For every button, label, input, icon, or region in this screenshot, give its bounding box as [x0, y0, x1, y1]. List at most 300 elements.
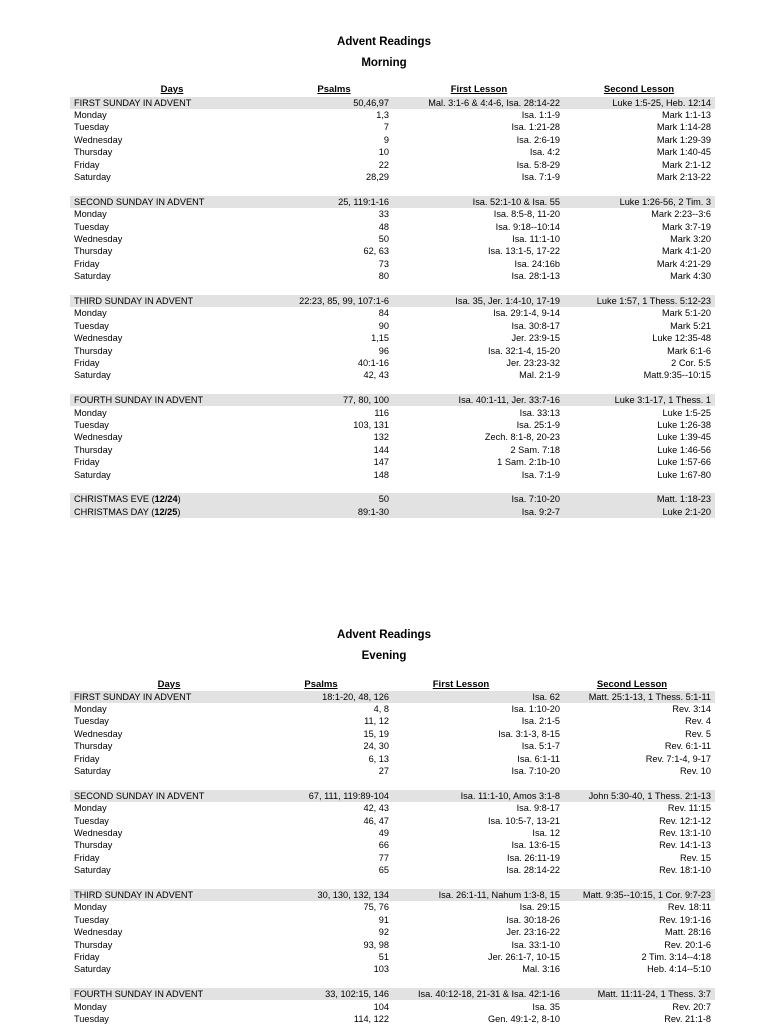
day-label: Tuesday [74, 815, 109, 826]
second-lesson-cell: Mark 3:7-19 [661, 221, 711, 232]
table-row [70, 121, 715, 133]
day-cell [74, 419, 109, 431]
day-label: Friday [74, 357, 100, 368]
first-lesson-cell: Isa. 13:6-15 [511, 840, 560, 851]
psalms-cell: 90 [378, 320, 389, 331]
psalms-cell: 62, 63 [363, 246, 389, 257]
second-lesson-cell: John 5:30-40, 1 Thess. 2:1-13 [588, 790, 711, 801]
second-lesson-cell: 2 Tim. 3:14--4:18 [641, 951, 711, 962]
day-cell [74, 270, 111, 282]
first-lesson-cell: Isa. 52:1-10 & Isa. 55 [472, 196, 560, 207]
table-row [70, 196, 715, 208]
table-row [70, 988, 715, 1000]
table-row [70, 407, 715, 419]
second-lesson-cell: Rev. 12:1-12 [659, 815, 711, 826]
psalms-cell: 33, 102:15, 146 [325, 989, 389, 1000]
table-row [70, 97, 715, 109]
day-label: Monday [74, 109, 107, 120]
day-label: Friday [74, 457, 100, 468]
table-row [70, 109, 715, 121]
table-row [70, 345, 715, 357]
second-lesson-cell: Mark 1:29-39 [656, 134, 711, 145]
first-lesson-cell: Isa. 2:6-19 [516, 134, 560, 145]
psalms-cell: 104 [373, 1001, 389, 1012]
second-lesson-cell: Rev. 4 [685, 716, 711, 727]
morning-title: Advent Readings [337, 36, 431, 48]
psalms-cell: 49 [378, 827, 389, 838]
table-row [70, 320, 715, 332]
second-lesson-cell: Matt.9:35--10:15 [643, 370, 711, 381]
day-label: Saturday [74, 469, 111, 480]
day-label: Monday [74, 1001, 107, 1012]
day-label: Friday [74, 951, 100, 962]
second-lesson-cell: Mark 3:20 [670, 233, 711, 244]
day-label: Friday [74, 852, 100, 863]
psalms-cell: 92 [378, 927, 389, 938]
day-cell [74, 715, 109, 727]
first-lesson-cell: Isa. 4:2 [529, 147, 560, 158]
day-label: Friday [74, 159, 100, 170]
table-row [70, 270, 715, 282]
psalms-cell: 22 [378, 159, 389, 170]
day-cell [74, 827, 122, 839]
psalms-cell: 9 [383, 134, 389, 145]
day-cell [74, 171, 111, 183]
second-lesson-cell: Matt. 9:35--10:15, 1 Cor. 9:7-23 [582, 889, 711, 900]
first-lesson-cell: Isa. 29:1-4, 9-14 [493, 308, 560, 319]
day-cell [74, 456, 100, 468]
day-cell [74, 852, 100, 864]
table-row [70, 357, 715, 369]
first-lesson-cell: Jer. 23:23-32 [506, 357, 560, 368]
first-lesson-cell: Isa. 35, Jer. 1:4-10, 17-19 [455, 295, 560, 306]
psalms-cell: 66 [378, 840, 389, 851]
day-label: Saturday [74, 964, 111, 975]
psalms-cell: 22:23, 85, 99, 107:1-6 [299, 295, 389, 306]
second-lesson-cell: Matt. 28:16 [665, 927, 711, 938]
day-label: Tuesday [74, 716, 109, 727]
table-row [70, 852, 715, 864]
psalms-cell: 40:1-16 [357, 357, 389, 368]
second-lesson-cell: Mark 1:1-13 [661, 109, 711, 120]
psalms-cell: 51 [378, 951, 389, 962]
psalms-cell: 91 [378, 914, 389, 925]
second-lesson-cell: Mark 6:1-6 [667, 345, 711, 356]
day-cell [74, 901, 107, 913]
first-lesson-cell: Isa. 62 [532, 691, 560, 702]
first-lesson-cell: Isa. 7:10-20 [511, 494, 560, 505]
psalms-cell: 103 [373, 964, 389, 975]
table-row [70, 258, 715, 270]
psalms-cell: 84 [378, 308, 389, 319]
second-lesson-cell: Rev. 20:7 [672, 1001, 711, 1012]
second-lesson-cell: Luke 12:35-48 [652, 333, 711, 344]
morning-subtitle: Morning [361, 57, 407, 69]
table-row [70, 159, 715, 171]
table-row [70, 703, 715, 715]
table-row [70, 493, 715, 505]
day-label: Monday [74, 803, 107, 814]
psalms-cell: 65 [378, 865, 389, 876]
second-lesson-cell: Luke 1:26-38 [657, 419, 711, 430]
day-label: Wednesday [74, 432, 123, 443]
psalms-cell: 73 [378, 258, 389, 269]
day-cell [74, 307, 107, 319]
first-lesson-cell: Jer. 23:9-15 [511, 333, 560, 344]
second-lesson-cell: Luke 1:57, 1 Thess. 5:12-23 [596, 295, 711, 306]
table-row [70, 728, 715, 740]
first-lesson-cell: Isa. 1:10-20 [511, 703, 560, 714]
first-lesson-cell: Jer. 23:16-22 [506, 927, 560, 938]
table-row [70, 691, 715, 703]
psalms-cell: 1,15 [371, 333, 389, 344]
day-cell [74, 357, 100, 369]
header-second-lesson: Second Lesson [596, 679, 668, 690]
first-lesson-cell: Jer. 26:1-7, 10-15 [487, 951, 560, 962]
table-row [70, 963, 715, 975]
first-lesson-cell: Isa. 9:18--10:14 [495, 221, 560, 232]
day-cell [74, 444, 112, 456]
day-cell [74, 97, 191, 109]
second-lesson-cell: Rev. 15 [680, 852, 711, 863]
day-label: FOURTH SUNDAY IN ADVENT [74, 395, 204, 406]
day-cell [74, 802, 107, 814]
first-lesson-cell: Zech. 8:1-8, 20-23 [484, 432, 560, 443]
first-lesson-cell: Isa. 28:14-22 [506, 865, 560, 876]
first-lesson-cell: Isa. 7:1-9 [521, 171, 560, 182]
day-label: Monday [74, 308, 107, 319]
second-lesson-cell: Rev. 21:1-8 [664, 1013, 711, 1024]
day-label: CHRISTMAS EVE ( [74, 494, 155, 505]
table-row [70, 939, 715, 951]
second-lesson-cell: Mark 4:30 [670, 271, 711, 282]
table-row [70, 419, 715, 431]
first-lesson-cell: Isa. 1:21-28 [511, 122, 560, 133]
day-cell [74, 134, 122, 146]
evening-subtitle: Evening [361, 650, 407, 662]
psalms-cell: 114, 122 [353, 1013, 389, 1024]
day-cell [74, 728, 122, 740]
header-psalms: Psalms [317, 84, 351, 95]
psalms-cell: 75, 76 [363, 902, 389, 913]
psalms-cell: 77, 80, 100 [343, 395, 389, 406]
first-lesson-cell: Isa. 9:2-7 [521, 506, 560, 517]
day-cell [74, 765, 111, 777]
day-date: 12/25 [154, 506, 178, 517]
header-psalms: Psalms [304, 679, 338, 690]
table-row [70, 864, 715, 876]
psalms-cell: 89:1-30 [357, 506, 389, 517]
day-cell [74, 691, 191, 703]
day-label: Wednesday [74, 927, 123, 938]
psalms-cell: 11, 12 [364, 716, 389, 727]
day-cell [74, 295, 193, 307]
day-cell [74, 506, 180, 518]
day-label: Wednesday [74, 233, 123, 244]
first-lesson-cell: Isa. 3:1-3, 8-15 [498, 728, 560, 739]
day-label: Tuesday [74, 221, 109, 232]
psalms-cell: 50 [378, 494, 389, 505]
day-cell [74, 1013, 109, 1025]
first-lesson-cell: 1 Sam. 2:1b-10 [497, 457, 560, 468]
day-cell [74, 121, 109, 133]
second-lesson-cell: Rev. 7:1-4, 9-17 [645, 753, 711, 764]
table-row [70, 444, 715, 456]
day-label: Tuesday [74, 320, 109, 331]
second-lesson-cell: Luke 1:46-56 [657, 444, 711, 455]
day-cell [74, 914, 109, 926]
day-cell [74, 159, 100, 171]
psalms-cell: 27 [378, 765, 389, 776]
day-label: Thursday [74, 147, 113, 158]
table-row [70, 1013, 715, 1025]
day-date: 12/24 [154, 494, 178, 505]
psalms-cell: 6, 13 [368, 753, 389, 764]
first-lesson-cell: Isa. 33:13 [519, 407, 560, 418]
second-lesson-cell: Mark 4:1-20 [661, 246, 711, 257]
day-label: Saturday [74, 171, 111, 182]
first-lesson-cell: 2 Sam. 7:18 [510, 444, 560, 455]
day-label: Saturday [74, 271, 111, 282]
day-cell [74, 703, 107, 715]
day-cell [74, 369, 111, 381]
psalms-cell: 1,3 [376, 109, 389, 120]
second-lesson-cell: 2 Cor. 5:5 [671, 357, 711, 368]
table-row [70, 431, 715, 443]
psalms-cell: 30, 130, 132, 134 [317, 889, 389, 900]
second-lesson-cell: Rev. 11:15 [667, 803, 711, 814]
day-label: Thursday [74, 345, 113, 356]
header-first-lesson: First Lesson [432, 679, 490, 690]
day-label: Saturday [74, 370, 111, 381]
psalms-cell: 28,29 [366, 171, 389, 182]
day-label: Monday [74, 703, 107, 714]
first-lesson-cell: Isa. 28:1-13 [511, 271, 560, 282]
first-lesson-cell: Isa. 29:15 [519, 902, 560, 913]
day-label: Monday [74, 407, 107, 418]
first-lesson-cell: Mal. 2:1-9 [519, 370, 560, 381]
table-row [70, 146, 715, 158]
second-lesson-cell: Matt. 1:18-23 [656, 494, 711, 505]
day-label: Monday [74, 209, 107, 220]
day-label: Tuesday [74, 122, 109, 133]
first-lesson-cell: Isa. 33:1-10 [511, 939, 560, 950]
day-cell [74, 245, 112, 257]
first-lesson-cell: Isa. 5:8-29 [516, 159, 560, 170]
second-lesson-cell: Rev. 19:1-16 [659, 914, 711, 925]
second-lesson-cell: Luke 1:57-66 [657, 457, 711, 468]
table-row [70, 221, 715, 233]
day-cell [74, 815, 109, 827]
day-label: Thursday [74, 840, 113, 851]
first-lesson-cell: Isa. 1:1-9 [521, 109, 560, 120]
day-cell [74, 196, 204, 208]
psalms-cell: 93, 98 [363, 939, 389, 950]
table-row [70, 208, 715, 220]
day-cell [74, 493, 181, 505]
psalms-cell: 46, 47 [363, 815, 389, 826]
table-row [70, 295, 715, 307]
first-lesson-cell: Isa. 30:8-17 [511, 320, 560, 331]
day-label: Tuesday [74, 914, 109, 925]
day-label: FOURTH SUNDAY IN ADVENT [74, 989, 204, 1000]
table-row [70, 901, 715, 913]
first-lesson-cell: Isa. 30:18-26 [506, 914, 560, 925]
day-label: Tuesday [74, 419, 109, 430]
second-lesson-cell: Luke 1:39-45 [657, 432, 711, 443]
second-lesson-cell: Mark 1:14-28 [656, 122, 711, 133]
psalms-cell: 33 [378, 209, 389, 220]
psalms-cell: 24, 30 [363, 741, 389, 752]
day-cell [74, 889, 193, 901]
second-lesson-cell: Mark 2:1-12 [661, 159, 711, 170]
table-row [70, 134, 715, 146]
day-date-close: ) [177, 506, 181, 517]
day-cell [74, 864, 111, 876]
day-cell [74, 221, 109, 233]
psalms-cell: 144 [373, 444, 389, 455]
day-cell [74, 345, 112, 357]
day-cell [74, 839, 112, 851]
second-lesson-cell: Mark 1:40-45 [656, 147, 711, 158]
day-label: THIRD SUNDAY IN ADVENT [74, 889, 194, 900]
day-label: Friday [74, 258, 100, 269]
psalms-cell: 116 [374, 407, 389, 418]
day-cell [74, 208, 107, 220]
first-lesson-cell: Isa. 26:11-19 [507, 852, 560, 863]
day-cell [74, 320, 109, 332]
day-cell [74, 332, 122, 344]
day-cell [74, 233, 122, 245]
evening-title: Advent Readings [337, 629, 431, 641]
day-label: Wednesday [74, 827, 123, 838]
first-lesson-cell: Isa. 40:1-11, Jer. 33:7-16 [458, 395, 560, 406]
first-lesson-cell: Isa. 7:1-9 [521, 469, 560, 480]
day-cell [74, 394, 203, 406]
psalms-cell: 50,46,97 [353, 97, 389, 108]
second-lesson-cell: Rev. 13:1-10 [659, 827, 711, 838]
second-lesson-cell: Mark 4:21-29 [656, 258, 711, 269]
day-cell [74, 963, 111, 975]
day-label: Thursday [74, 741, 113, 752]
psalms-cell: 148 [373, 469, 389, 480]
day-cell [74, 926, 122, 938]
day-cell [74, 790, 204, 802]
psalms-cell: 50 [378, 233, 389, 244]
table-row [70, 753, 715, 765]
first-lesson-cell: Isa. 12 [532, 827, 560, 838]
day-label: Wednesday [74, 333, 123, 344]
day-label: THIRD SUNDAY IN ADVENT [74, 295, 194, 306]
second-lesson-cell: Luke 3:1-17, 1 Thess. 1 [614, 395, 711, 406]
second-lesson-cell: Luke 1:5-25 [662, 407, 711, 418]
day-label: Thursday [74, 246, 113, 257]
table-row [70, 889, 715, 901]
table-row [70, 839, 715, 851]
first-lesson-cell: Isa. 40:12-18, 21-31 & Isa. 42:1-16 [418, 989, 560, 1000]
table-row [70, 233, 715, 245]
day-cell [74, 431, 122, 443]
day-cell [74, 469, 111, 481]
second-lesson-cell: Rev. 18:11 [667, 902, 711, 913]
day-label: FIRST SUNDAY IN ADVENT [74, 691, 192, 702]
table-row [70, 307, 715, 319]
table-row [70, 740, 715, 752]
psalms-cell: 77 [378, 852, 389, 863]
table-row [70, 951, 715, 963]
psalms-cell: 42, 43 [363, 370, 389, 381]
table-row [70, 765, 715, 777]
table-row [70, 1001, 715, 1013]
day-cell [74, 753, 100, 765]
first-lesson-cell: Isa. 25:1-9 [516, 419, 560, 430]
psalms-cell: 4, 8 [373, 703, 389, 714]
psalms-cell: 96 [378, 345, 389, 356]
table-row [70, 456, 715, 468]
psalms-cell: 25, 119:1-16 [338, 196, 389, 207]
psalms-cell: 42, 43 [363, 803, 389, 814]
day-label: CHRISTMAS DAY ( [74, 506, 155, 517]
second-lesson-cell: Rev. 6:1-11 [664, 741, 711, 752]
day-cell [74, 951, 100, 963]
first-lesson-cell: Isa. 13:1-5, 17-22 [487, 246, 560, 257]
second-lesson-cell: Mark 5:1-20 [661, 308, 711, 319]
psalms-cell: 67, 111, 119:89-104 [308, 790, 389, 801]
table-row [70, 802, 715, 814]
second-lesson-cell: Rev. 20:1-6 [664, 939, 711, 950]
psalms-cell: 80 [378, 271, 389, 282]
day-label: Monday [74, 902, 107, 913]
table-row [70, 914, 715, 926]
first-lesson-cell: Isa. 5:1-7 [521, 741, 560, 752]
day-label: Thursday [74, 444, 113, 455]
table-row [70, 815, 715, 827]
first-lesson-cell: Isa. 26:1-11, Nahum 1:3-8, 15 [438, 889, 560, 900]
psalms-cell: 7 [383, 122, 389, 133]
day-label: Tuesday [74, 1013, 109, 1024]
header-first-lesson: First Lesson [450, 84, 508, 95]
first-lesson-cell: Isa. 8:5-8, 11-20 [493, 209, 560, 220]
second-lesson-cell: Matt. 11:11-24, 1 Thess. 3:7 [597, 989, 711, 1000]
psalms-cell: 10 [378, 147, 389, 158]
first-lesson-cell: Isa. 11:1-10, Amos 3:1-8 [460, 790, 560, 801]
day-cell [74, 109, 107, 121]
day-cell [74, 258, 100, 270]
second-lesson-cell: Rev. 5 [685, 728, 711, 739]
table-row [70, 369, 715, 381]
table-row [70, 394, 715, 406]
table-row [70, 332, 715, 344]
second-lesson-cell: Mark 2:13-22 [656, 171, 711, 182]
day-label: FIRST SUNDAY IN ADVENT [74, 97, 192, 108]
header-second-lesson: Second Lesson [603, 84, 675, 95]
header-days: Days [160, 84, 184, 95]
day-label: Friday [74, 753, 100, 764]
first-lesson-cell: Isa. 10:5-7, 13-21 [487, 815, 560, 826]
first-lesson-cell: Isa. 11:1-10 [512, 233, 560, 244]
first-lesson-cell: Mal. 3:16 [522, 964, 560, 975]
first-lesson-cell: Isa. 35 [532, 1001, 560, 1012]
second-lesson-cell: Rev. 18:1-10 [659, 865, 711, 876]
second-lesson-cell: Matt. 25:1-13, 1 Thess. 5:1-11 [588, 691, 711, 702]
psalms-cell: 18:1-20, 48, 126 [322, 691, 389, 702]
day-label: Wednesday [74, 728, 123, 739]
day-cell [74, 146, 112, 158]
second-lesson-cell: Mark 5:21 [670, 320, 711, 331]
day-label: SECOND SUNDAY IN ADVENT [74, 196, 205, 207]
day-date-close: ) [177, 494, 181, 505]
psalms-cell: 48 [378, 221, 389, 232]
